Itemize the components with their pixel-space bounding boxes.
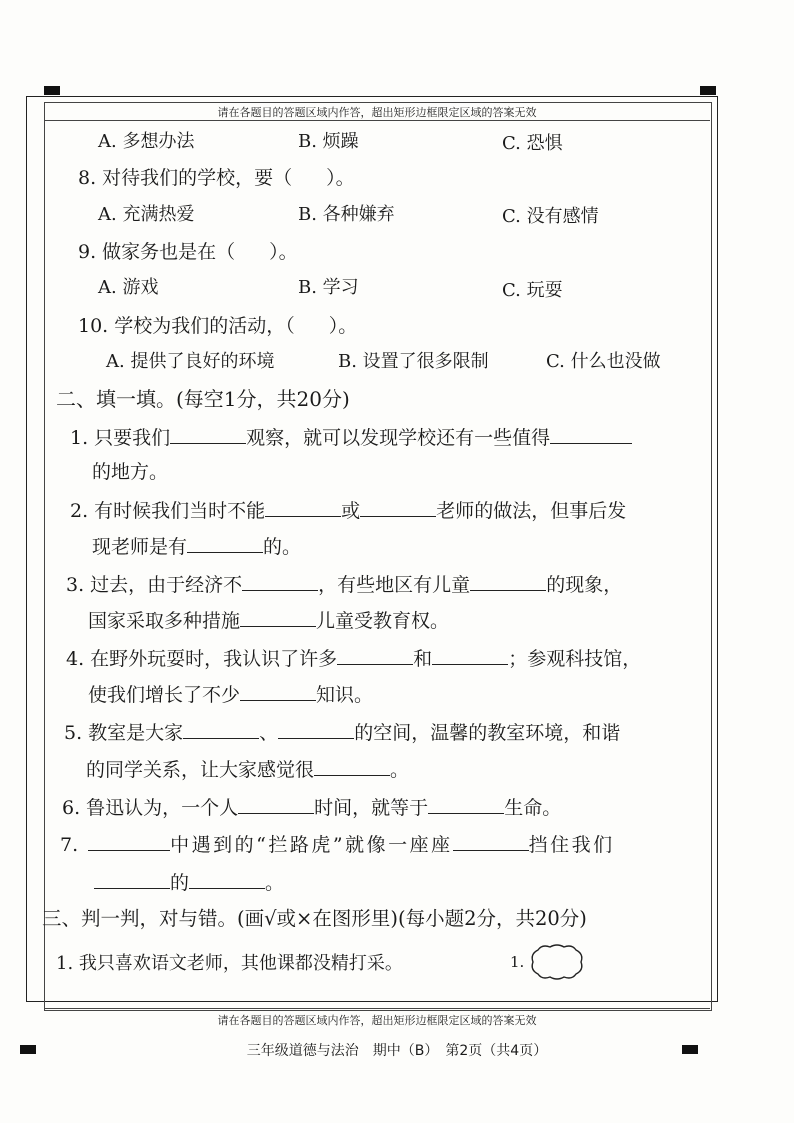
fill-question-3-cont: 国家采取多种措施 儿童受教育权。 (88, 610, 450, 632)
fill-blank[interactable] (183, 720, 259, 739)
fill-blank[interactable] (170, 425, 246, 444)
fill-question-6: 6. 鲁迅认为，一个人 时间，就等于 生命。 (62, 797, 562, 819)
fill-question-4: 4. 在野外玩耍时，我认识了许多 和 ；参观科技馆， (66, 648, 642, 670)
fill-blank[interactable] (189, 870, 265, 889)
fill-blank[interactable] (88, 832, 170, 851)
option-a: A. 多想办法 (98, 131, 195, 152)
fill-blank[interactable] (453, 832, 529, 851)
option-a: A. 提供了良好的环境 (106, 351, 275, 372)
fill-blank[interactable] (242, 572, 318, 591)
fill-question-1-cont: 的地方。 (92, 461, 169, 483)
fill-blank[interactable] (550, 425, 632, 444)
notice-top: 请在各题目的答题区域内作答，超出矩形边框限定区域的答案无效 (217, 106, 537, 119)
section-2-title: 二、填一填。(每空1分，共20分) (56, 387, 350, 411)
fill-question-7-cont: 的 。 (94, 870, 284, 895)
option-c: C. 什么也没做 (546, 351, 661, 372)
notice-bottom: 请在各题目的答题区域内作答，超出矩形边框限定区域的答案无效 (217, 1014, 537, 1027)
fill-blank[interactable] (360, 498, 436, 517)
option-c: C. 玩耍 (502, 280, 563, 301)
question-9: 9. 做家务也是在（ ）。 (78, 241, 298, 263)
option-a: A. 游戏 (98, 277, 159, 298)
registration-mark (44, 86, 60, 95)
page-footer: 三年级道德与法治 期中（B） 第2页（共4页） (246, 1043, 548, 1059)
fill-question-1: 1. 只要我们 观察，就可以发现学校还有一些值得 (70, 425, 632, 450)
option-b: B. 烦躁 (298, 131, 359, 152)
question-8: 8. 对待我们的学校，要（ ）。 (78, 167, 355, 189)
fill-blank[interactable] (470, 572, 546, 591)
fill-blank[interactable] (265, 498, 341, 517)
question-stem: 9. 做家务也是在（ (78, 241, 236, 263)
fill-question-5: 5. 教室是大家 、 的空间，温馨的教室环境，和谐 (64, 722, 621, 744)
fill-question-5-cont: 的同学关系，让大家感觉很 。 (86, 759, 410, 781)
judge-answer-label: 1. (510, 953, 525, 971)
divider (44, 120, 710, 121)
fill-blank[interactable] (238, 795, 314, 814)
option-b: B. 各种嫌弃 (298, 204, 395, 225)
question-10: 10. 学校为我们的活动，（ ）。 (78, 315, 358, 337)
option-b: B. 设置了很多限制 (338, 351, 489, 372)
question-stem: 10. 学校为我们的活动，（ (78, 315, 295, 337)
fill-blank[interactable] (94, 870, 170, 889)
registration-mark (700, 86, 716, 95)
fill-blank[interactable] (337, 646, 413, 665)
option-c: C. 没有感情 (502, 206, 599, 227)
section-3-title: 三、判一判，对与错。(画√或×在图形里)(每小题2分，共20分) (42, 907, 587, 930)
judge-question-1: 1. 我只喜欢语文老师，其他课都没精打采。 (56, 953, 403, 974)
option-c: C. 恐惧 (502, 133, 563, 154)
fill-question-2-cont: 现老师是有 的。 (92, 536, 302, 558)
fill-blank[interactable] (240, 608, 316, 627)
fill-blank[interactable] (314, 757, 390, 776)
fill-question-2: 2. 有时候我们当时不能 或 老师的做法，但事后发 (70, 500, 627, 522)
fill-blank[interactable] (187, 534, 263, 553)
option-a: A. 充满热爱 (98, 204, 195, 225)
fill-blank[interactable] (432, 646, 508, 665)
fill-question-7: 7. 中遇到的“拦路虎”就像一座座 挡住我们 (60, 834, 615, 856)
option-b: B. 学习 (298, 277, 359, 298)
divider (44, 1008, 710, 1009)
fill-question-4-cont: 使我们增长了不少 知识。 (88, 684, 374, 706)
answer-oval-icon[interactable] (528, 942, 586, 982)
fill-blank[interactable] (428, 795, 504, 814)
fill-blank[interactable] (278, 720, 354, 739)
fill-question-3: 3. 过去，由于经济不 ，有些地区有儿童 的现象， (66, 574, 623, 596)
question-stem: 8. 对待我们的学校，要（ (78, 167, 293, 189)
fill-blank[interactable] (240, 682, 316, 701)
